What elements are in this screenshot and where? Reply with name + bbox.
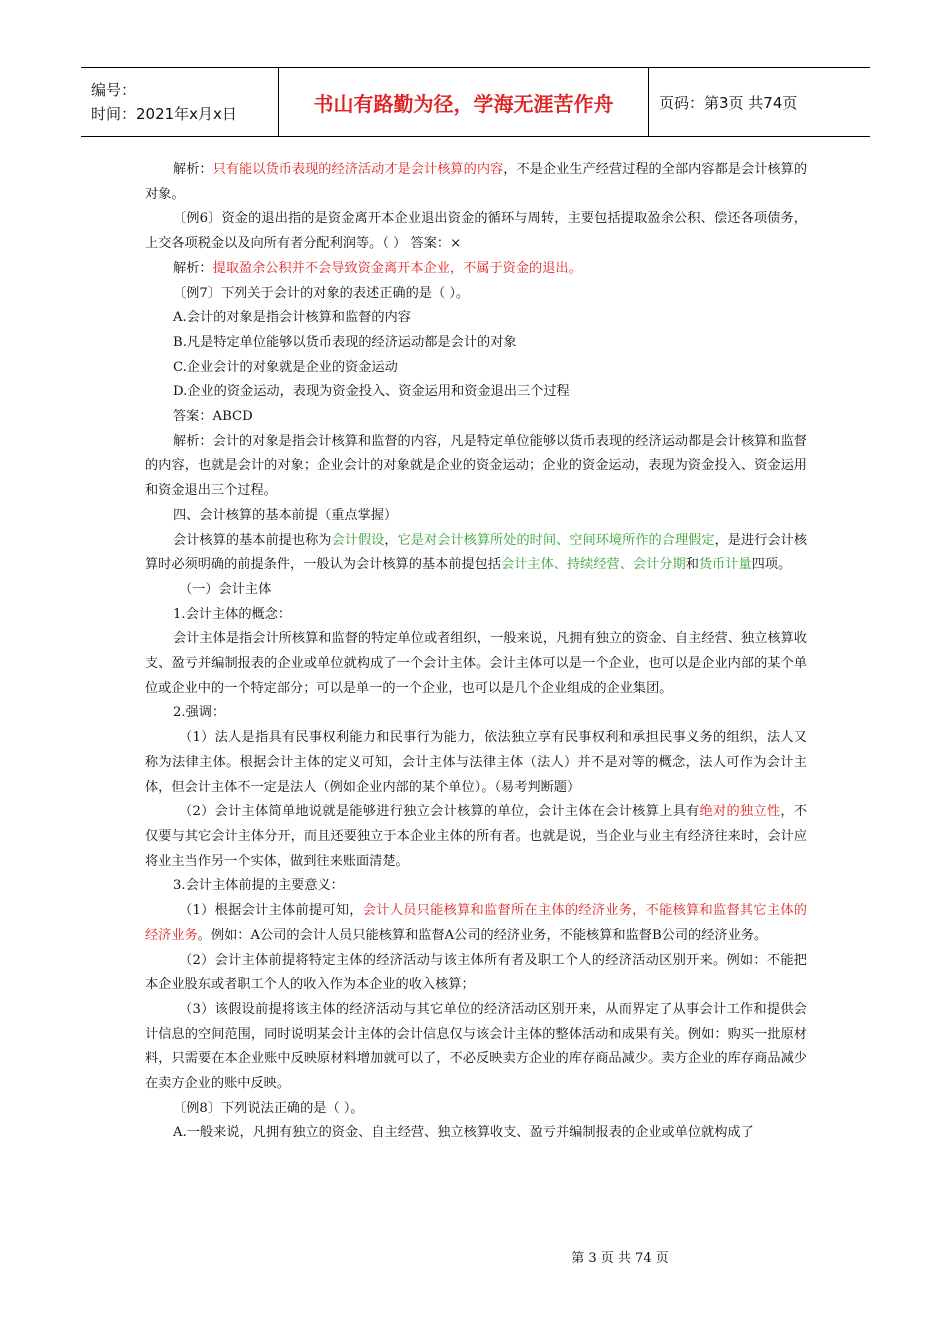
text-segment: 2.强调： (173, 705, 226, 721)
text-segment: ，是进行会计核算时必须明确的前提条件，一般认为会计核算的基本前提包括 (145, 532, 808, 573)
paragraph (145, 158, 807, 207)
text-segment: 四、会计核算的基本前提（重点掌握） (173, 507, 398, 523)
text-segment: A.一般来说，凡拥有独立的资金、自主经营、独立核算收支、盈亏并编制报表的企业或单位就构成了 (173, 1125, 754, 1141)
paragraph (145, 949, 807, 998)
code-label: 编号： (91, 81, 137, 99)
highlight-red-text: 会计人员只能核算和监督所在主体的经济业务，不能核算和监督其它主体的经济业务 (145, 903, 807, 943)
page-footer: 第 3 页 共 74 页 (571, 1251, 669, 1266)
text-segment: 〔例8〕下列说法正确的是（ ）。 (173, 1100, 364, 1116)
paragraph (145, 430, 807, 504)
text-segment: C.企业会计的对象就是企业的资金运动 (173, 359, 398, 375)
header-page-label: 页码：第3页 共74页 (659, 93, 798, 112)
text-segment: 解析： (173, 162, 213, 177)
text-segment: 会计主体是指会计所核算和监督的特定单位或者组织，一般来说，凡拥有独立的资金、自主经营、独立核算收支、盈亏并编制报表的企业或单位就构成了一个会计主体。会计主体可以是一个企业，也可以是企业内部的某个单位或企业中的一个特定部分；可以是单一的一个企业，也可以是几个企业组成的企业集团。 (145, 631, 807, 696)
paragraph (145, 701, 807, 726)
text-segment: （1）根据会计主体前提可知， (179, 903, 363, 919)
text-segment: A.会计的对象是指会计核算和监督的内容 (173, 310, 411, 326)
paragraph (145, 998, 807, 1097)
paragraph (145, 282, 807, 307)
text-segment: ，不仅要与其它会计主体分开，而且还要独立于本企业主体的所有者。也就是说，当企业与业主有经济往来时，会计应将业主当作另一个实体，做到往来账面清楚。 (145, 804, 808, 869)
text-segment: 。例如：A公司的会计人员只能核算和监督A公司的经济业务，不能核算和监督B公司的经济业务。 (197, 927, 768, 943)
highlight-green-text: 会计假设 (331, 532, 385, 548)
text-segment: 解析：会计的对象是指会计核算和监督的内容，凡是特定单位能够以货币表现的经济运动都是会计核算和监督的内容，也就是会计的对象；企业会计的对象就是企业的资金运动；企业的资金运动，表现为资金投入、资金运用和资金退出三个过程。 (145, 433, 807, 499)
highlight-red-text: 绝对的独立性 (699, 804, 781, 820)
date-label: 时间：2021年x月x日 (91, 105, 237, 123)
text-segment: （2）会计主体前提将特定主体的经济活动与该主体所有者及职工个人的经济活动区别开来。例如：不能把本企业股东或者职工个人的收入作为本企业的收入核算； (145, 952, 807, 993)
text-segment: 解析： (173, 260, 213, 276)
text-segment: 四项。 (751, 557, 792, 573)
text-segment: 答案：ABCD (173, 409, 253, 425)
highlight-green-text: 货币计量 (698, 557, 752, 573)
paragraph (145, 380, 807, 405)
text-segment: ， (384, 532, 398, 548)
paragraph (145, 504, 807, 529)
text-segment: 1.会计主体的概念： (173, 606, 292, 622)
highlight-green-text: 它是对会计核算所处的时间、空间环境所作的合理假定 (397, 532, 715, 548)
document-body (145, 158, 807, 1146)
paragraph (145, 726, 807, 800)
highlight-red-text: 提取盈余公积并不会导致资金离开本企业，不属于资金的退出。 (212, 260, 582, 276)
text-segment: 3.会计主体前提的主要意义： (173, 878, 344, 894)
paragraph (145, 257, 807, 282)
text-segment: （3）该假设前提将该主体的经济活动与其它单位的经济活动区别开来，从而界定了从事会计工作和提供会计信息的空间范围，同时说明某会计主体的会计信息仅与该会计主体的整体活动和成果有关。例如：购买一批原材料，只需要在本企业账中反映原材料增加就可以了，不必反映卖方企业的库存商品减少。卖方企业的库存商品减少在卖方企业的账中反映。 (145, 1001, 807, 1092)
paragraph (145, 899, 807, 948)
text-segment: D.企业的资金运动，表现为资金投入、资金运用和资金退出三个过程 (173, 384, 570, 400)
paragraph (145, 207, 807, 256)
text-segment: （1）法人是指具有民事权利能力和民事行为能力，依法独立享有民事权利和承担民事义务的组织，法人又称为法律主体。根据会计主体的定义可知，会计主体与法律主体（法人）并不是对等的概念，法人可作为会计主体，但会计主体不一定是法人（例如企业内部的某个单位）。（易考判断题） (145, 730, 807, 795)
paragraph (145, 1097, 807, 1122)
header-motto: 书山有路勤为径，学海无涯苦作舟 (279, 68, 649, 136)
text-segment: ，不是企业生产经营过程的全部内容都是会计核算的对象。 (145, 162, 808, 202)
text-segment: 〔例6〕资金的退出指的是资金离开本企业退出资金的循环与周转，主要包括提取盈余公积、偿还各项债务，上交各项税金以及向所有者分配利润等。（ ） 答案：× (145, 211, 807, 252)
paragraph (145, 306, 807, 331)
paragraph (145, 405, 807, 430)
paragraph (145, 331, 807, 356)
paragraph (145, 874, 807, 899)
paragraph (145, 1121, 807, 1146)
text-segment: B.凡是特定单位能够以货币表现的经济运动都是会计的对象 (173, 334, 517, 350)
paragraph (145, 356, 807, 381)
highlight-green-text: 会计主体、持续经营、会计分期 (501, 557, 686, 573)
header-info (81, 68, 279, 136)
paragraph (145, 800, 807, 874)
paragraph (145, 529, 807, 578)
paragraph (145, 578, 807, 603)
text-segment: 会计核算的基本前提也称为 (173, 532, 332, 548)
text-segment: （2）会计主体简单地说就是能够进行独立会计核算的单位，会计主体在会计核算上具有 (179, 804, 700, 820)
page-header (81, 67, 870, 137)
text-segment: （一）会计主体 (179, 581, 272, 597)
paragraph (145, 603, 807, 628)
paragraph (145, 627, 807, 701)
highlight-red-text: 只有能以货币表现的经济活动才是会计核算的内容 (212, 162, 504, 177)
text-segment: 〔例7〕下列关于会计的对象的表述正确的是（ ）。 (173, 285, 470, 301)
text-segment: 和 (685, 557, 699, 573)
